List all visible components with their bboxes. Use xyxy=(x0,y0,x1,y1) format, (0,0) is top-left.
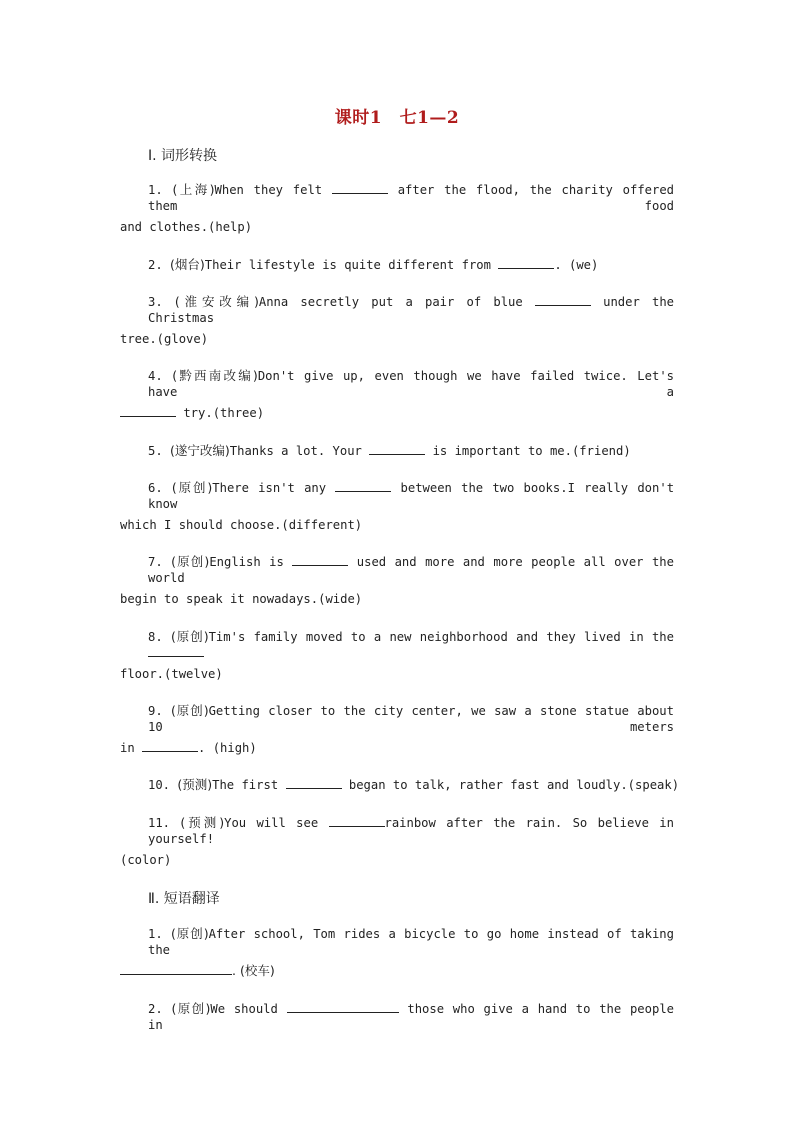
answer-blank[interactable] xyxy=(369,443,425,455)
question-8-line-1 xyxy=(148,629,674,661)
question-5-line-1 xyxy=(148,443,674,459)
answer-blank[interactable] xyxy=(142,740,198,752)
question-source: (原创) xyxy=(170,926,209,941)
question-text: You will see xyxy=(224,816,319,830)
question-text: is important to me.(friend) xyxy=(432,444,631,458)
question-source: (遂宁改编) xyxy=(170,443,230,458)
question-text: English is xyxy=(209,555,284,569)
question-text: Getting closer to the city center, we saw a stone statue about 10 meters xyxy=(148,704,674,734)
question-6-line-1 xyxy=(148,480,674,512)
question-text: under the Christmas xyxy=(148,295,674,325)
page-title: 课时1 七1—2 xyxy=(334,108,460,128)
answer-blank[interactable] xyxy=(329,815,385,827)
question-2-line-1 xyxy=(148,257,674,273)
question-source: (黔西南改编) xyxy=(172,368,258,383)
question-source: (原创) xyxy=(170,629,209,644)
question-source: (原创) xyxy=(170,703,209,718)
question-text: When they felt xyxy=(214,183,323,197)
question-number: 5. xyxy=(148,444,163,458)
question-text: After school, Tom rides a bicycle to go home instead of taking the xyxy=(148,927,674,957)
question-source: (原创) xyxy=(171,554,210,569)
question-text: rainbow after the rain. So believe in yourself! xyxy=(148,816,674,846)
question-number: 2. xyxy=(148,1002,163,1016)
question-3-line-1 xyxy=(148,294,674,326)
question-11-line-2: (color) xyxy=(120,853,172,867)
question-text: between the two books.I really don't know xyxy=(148,481,675,511)
question-text: . (high) xyxy=(198,741,257,755)
question-9-line-1 xyxy=(148,703,674,735)
section-heading-word-forms: Ⅰ. 词形转换 xyxy=(148,148,218,164)
answer-blank[interactable] xyxy=(120,963,232,975)
answer-blank[interactable] xyxy=(148,645,204,657)
question-number: 9. xyxy=(148,704,163,718)
question-6-line-2: which I should choose.(different) xyxy=(120,518,363,532)
question-source: (淮安改编) xyxy=(174,294,259,309)
answer-blank[interactable] xyxy=(535,294,591,306)
question-source: (预测) xyxy=(177,777,213,792)
question-source: (预测) xyxy=(180,815,225,830)
phrase-1-line-2 xyxy=(120,963,674,979)
question-7-line-2: begin to speak it nowadays.(wide) xyxy=(120,592,363,606)
question-number: 6. xyxy=(148,481,163,495)
question-9-line-2 xyxy=(120,740,674,756)
question-source: (上海) xyxy=(172,182,215,197)
question-number: 11. xyxy=(148,816,171,830)
question-text: We should xyxy=(210,1002,278,1016)
question-8-line-2: floor.(twelve) xyxy=(120,667,223,681)
answer-blank[interactable] xyxy=(120,405,176,417)
question-4-line-1 xyxy=(148,368,674,400)
question-text: after the flood, the charity offered them food xyxy=(148,183,675,213)
question-1-line-1 xyxy=(148,182,674,214)
question-1-line-2: and clothes.(help) xyxy=(120,220,253,234)
phrase-1-line-1 xyxy=(148,926,674,958)
question-source: (原创) xyxy=(171,480,213,495)
question-text: began to talk, rather fast and loudly.(speak) xyxy=(348,778,680,792)
question-number: 3. xyxy=(148,295,163,309)
answer-blank[interactable] xyxy=(335,480,391,492)
question-number: 8. xyxy=(148,630,163,644)
answer-blank[interactable] xyxy=(292,554,348,566)
question-text: used and more and more people all over the world xyxy=(148,555,674,585)
answer-blank[interactable] xyxy=(286,777,342,789)
question-source: (原创) xyxy=(171,1001,211,1016)
question-text: try.(three) xyxy=(183,406,265,420)
question-3-line-2: tree.(glove) xyxy=(120,332,209,346)
question-source: (烟台) xyxy=(170,257,205,272)
question-text: those who give a hand to the people in xyxy=(148,1002,674,1032)
question-number: 7. xyxy=(148,555,163,569)
question-number: 2. xyxy=(148,258,163,272)
phrase-2-line-1 xyxy=(148,1001,674,1033)
question-text: . (we) xyxy=(554,258,599,272)
question-number: 1. xyxy=(148,183,163,197)
section-heading-phrase-translation: Ⅱ. 短语翻译 xyxy=(148,891,220,907)
question-text: Their lifestyle is quite different from xyxy=(204,258,491,272)
question-number: 4. xyxy=(148,369,163,383)
question-4-line-2 xyxy=(120,405,674,421)
question-number: 1. xyxy=(148,927,163,941)
question-text: in xyxy=(120,741,135,755)
answer-blank[interactable] xyxy=(498,257,554,269)
question-text: . (校车) xyxy=(232,963,275,978)
question-text: Thanks a lot. Your xyxy=(229,444,362,458)
question-7-line-1 xyxy=(148,554,674,586)
question-text: Don't give up, even though we have failed twice. Let's have a xyxy=(148,369,674,399)
question-10-line-1 xyxy=(148,777,680,793)
question-text: There isn't any xyxy=(212,481,327,495)
answer-blank[interactable] xyxy=(287,1001,399,1013)
question-11-line-1 xyxy=(148,815,674,847)
question-text: The first xyxy=(212,778,279,792)
question-text: Anna secretly put a pair of blue xyxy=(258,295,523,309)
answer-blank[interactable] xyxy=(332,182,388,194)
question-text: Tim's family moved to a new neighborhood and they lived in the xyxy=(208,630,674,644)
question-number: 10. xyxy=(148,778,171,792)
